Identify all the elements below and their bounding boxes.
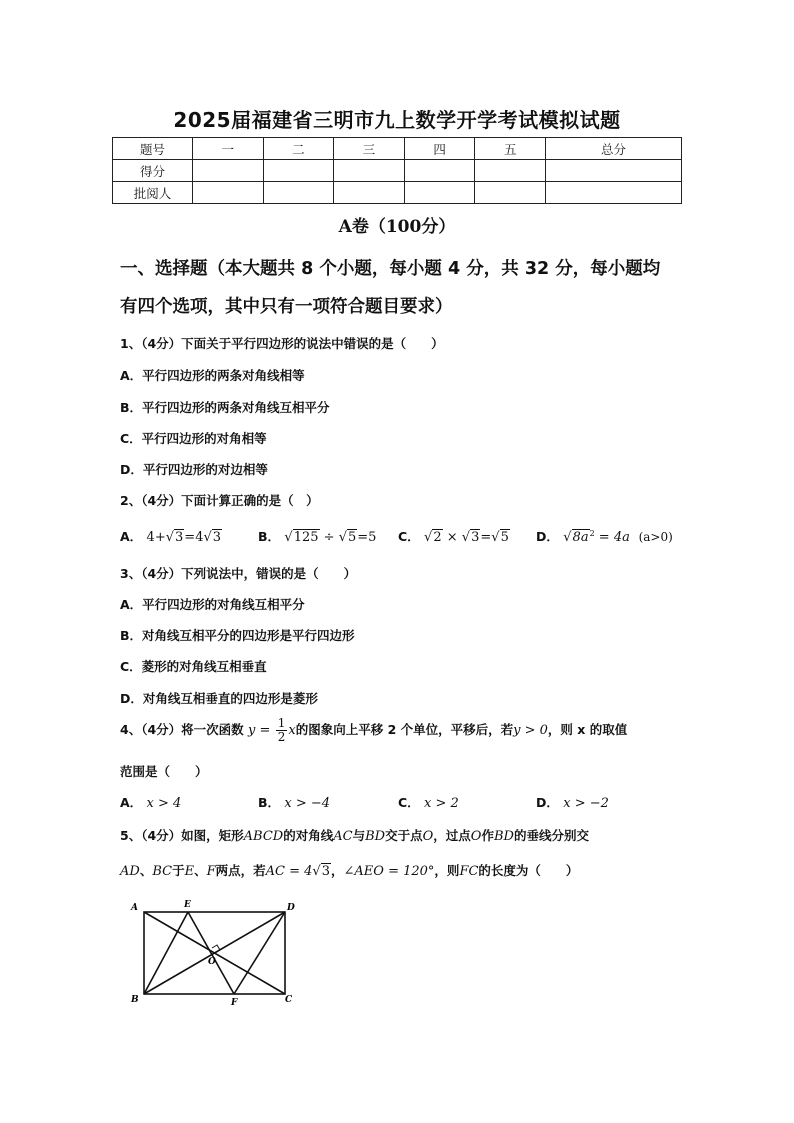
math-text: ABCD [243, 829, 284, 844]
option-label: A． [120, 795, 143, 810]
math-text: x > −2 [563, 796, 609, 811]
sqrt-expression: √3 [312, 864, 330, 879]
q2-option-d [536, 527, 673, 545]
stem-text: 的长度为（ ） [478, 863, 579, 878]
stem-text: 的对角线 [283, 828, 334, 843]
option-label: B． [258, 529, 281, 544]
option-label: C． [398, 529, 420, 544]
q2-option-a [120, 527, 222, 545]
sqrt-expression: √3 [203, 530, 222, 545]
label-a: A [131, 903, 138, 913]
label-d: D [287, 903, 295, 913]
score-table-cell: 二 [263, 138, 334, 160]
score-table-cell: 总分 [546, 138, 682, 160]
option-label: A． [120, 529, 143, 544]
section-a-title: A卷（100分） [338, 217, 456, 237]
score-table-cell [263, 182, 334, 204]
math-text: x [288, 723, 296, 738]
sqrt-expression: √3 [165, 530, 184, 545]
math-superscript: 2 [589, 528, 595, 538]
q3-option-a: A．平行四边形的对角线互相平分 [120, 597, 305, 612]
score-table-header-row [113, 138, 682, 160]
stem-text: 作 [481, 828, 494, 843]
stem-text: 4、（4分）将一次函数 [120, 722, 244, 737]
math-condition: (a>0) [638, 530, 673, 544]
math-text: O [422, 829, 434, 844]
rectangle-figure [126, 896, 306, 1008]
score-table-cell: 题号 [113, 138, 193, 160]
part1-heading-line1: 一、选择题（本大题共 8 个小题，每小题 4 分，共 32 分，每小题均 [120, 259, 661, 279]
math-text: AD [120, 864, 140, 879]
math-text: BC [152, 864, 173, 879]
label-b: B [131, 995, 139, 1005]
stem-text: 、 [139, 863, 153, 878]
option-label: D． [536, 795, 559, 810]
score-table-row [113, 182, 682, 204]
q3-option-b: B．对角线互相平分的四边形是平行四边形 [120, 628, 355, 643]
score-table-cell [263, 160, 334, 182]
stem-text: 5、（4分）如图，矩形 [120, 828, 244, 843]
math-text: 4+ [146, 530, 166, 545]
segment-ef [188, 912, 234, 994]
q2-option-c [398, 527, 510, 545]
math-text: y = [248, 723, 271, 738]
math-text: ÷ [319, 530, 339, 545]
fraction: $\frac{1}{2}$ [277, 716, 286, 744]
stem-text: 于 [172, 863, 185, 878]
score-table-cell [546, 182, 682, 204]
math-text: y > 0 [513, 723, 548, 738]
score-table-cell [334, 182, 405, 204]
math-text: = [480, 530, 492, 545]
math-text: FC [459, 864, 479, 879]
math-text: BD [493, 829, 514, 844]
q2-stem: 2、（4分）下面计算正确的是（ ） [120, 493, 319, 508]
sqrt-expression: √5 [338, 530, 357, 545]
q4-stem-line2: 范围是（ ） [120, 764, 208, 779]
stem-text: ，则 [434, 863, 460, 878]
sqrt-expression: √8a [563, 530, 589, 545]
q5-stem-line2 [120, 861, 578, 879]
score-table-cell: 得分 [113, 160, 193, 182]
math-text: x > −4 [284, 796, 331, 811]
math-text: ∠AEO = 120° [343, 864, 435, 879]
score-table-cell [475, 160, 546, 182]
segment-fd [234, 912, 285, 994]
math-text: AC [333, 829, 353, 844]
option-label: B． [258, 795, 281, 810]
sqrt-expression: √3 [461, 530, 480, 545]
math-text: F [206, 864, 216, 879]
label-c: C [285, 995, 293, 1005]
q4-option-b [258, 793, 330, 811]
score-table [112, 137, 682, 204]
option-label: D． [536, 529, 559, 544]
math-text: AC = 4 [265, 864, 313, 879]
q4-option-a [120, 793, 181, 811]
score-table-cell [334, 160, 405, 182]
exam-title: 2025届福建省三明市九上数学开学考试模拟试题 [173, 108, 621, 132]
stem-text: 的图象向上平移 2 个单位，平移后，若 [295, 722, 514, 737]
sqrt-expression: √5 [491, 530, 509, 545]
score-table-cell: 批阅人 [113, 182, 193, 204]
q5-stem-line1 [120, 826, 589, 844]
q4-option-d [536, 793, 609, 811]
label-e: E [184, 900, 191, 910]
stem-text: 、 [194, 863, 207, 878]
score-table-cell: 四 [404, 138, 475, 160]
q3-option-d: D．对角线互相垂直的四边形是菱形 [120, 691, 318, 706]
stem-text: 交于点 [385, 828, 423, 843]
score-table-cell [404, 160, 475, 182]
part1-heading-line2: 有四个选项，其中只有一项符合题目要求） [120, 297, 453, 317]
q3-stem: 3、（4分）下列说法中，错误的是（ ） [120, 566, 357, 581]
option-label: C． [398, 795, 420, 810]
math-text: =5 [357, 530, 377, 545]
score-table-cell [193, 182, 264, 204]
math-text: x > 2 [424, 796, 459, 811]
label-o: O [208, 957, 216, 967]
q1-option-b: B．平行四边形的两条对角线互相平分 [120, 400, 330, 415]
score-table-cell [475, 182, 546, 204]
q2-option-b [258, 527, 376, 545]
math-text: =4 [184, 530, 204, 545]
stem-text: 与 [352, 828, 366, 843]
math-text: O [470, 829, 482, 844]
score-table-cell: 一 [193, 138, 264, 160]
stem-text: ， [331, 863, 344, 878]
math-text: E [184, 864, 195, 879]
q1-option-d: D．平行四边形的对边相等 [120, 462, 268, 477]
score-table-cell [546, 160, 682, 182]
q1-option-a: A．平行四边形的两条对角线相等 [120, 368, 305, 383]
sqrt-expression: √2 [424, 530, 442, 545]
stem-text: ，过点 [433, 828, 471, 843]
score-table-cell [404, 182, 475, 204]
q1-stem: 1、（4分）下面关于平行四边形的说法中错误的是（ ） [120, 336, 444, 351]
math-text: BD [365, 829, 386, 844]
q4-stem-line1 [120, 717, 627, 744]
math-text: x > 4 [146, 796, 182, 811]
q1-option-c: C．平行四边形的对角相等 [120, 431, 267, 446]
stem-text: ，则 x 的取值 [547, 722, 628, 737]
score-table-cell: 三 [334, 138, 405, 160]
score-table-cell: 五 [475, 138, 546, 160]
q4-option-c [398, 793, 459, 811]
q3-option-c: C．菱形的对角线互相垂直 [120, 659, 267, 674]
math-text: × [442, 530, 462, 545]
score-table-cell [193, 160, 264, 182]
score-table-row [113, 160, 682, 182]
sqrt-expression: √125 [284, 530, 319, 545]
stem-text: 两点，若 [215, 863, 266, 878]
label-f: F [231, 998, 238, 1008]
math-text: = 4a [594, 530, 630, 545]
stem-text: 的垂线分别交 [513, 828, 589, 843]
